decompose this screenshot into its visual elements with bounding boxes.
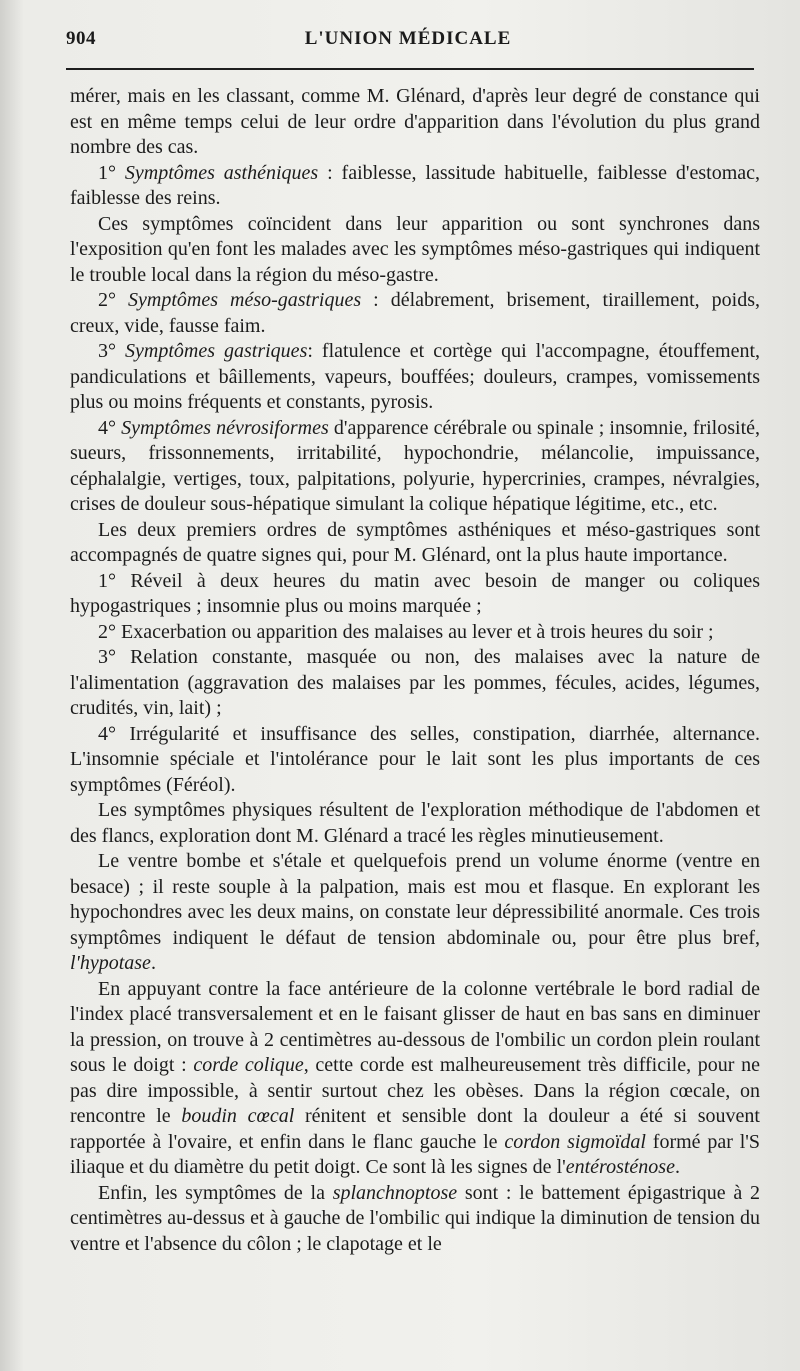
text-run: 2° [98,289,129,311]
article-body [70,84,760,1257]
italic-term: Symptômes méso-gastriques [128,289,362,311]
text-run: formé par l'S iliaque et du diamètre du petit doigt. Ce sont là les signes de l' [70,1130,761,1178]
text-run: 1° [98,161,125,184]
text-run: Le ventre bombe et s'étale et quelquefois prend un volume énorme (ventre en besace) ; il reste souple à la palpation, mais est mou et flasque. En explorant les hypochondres avec les deux mains, on constate leur dépressibilité anormale. Ces trois symptômes indiquent le défaut de tension abdominale ou, pour être plus bref, [70,850,760,949]
text-run: 3° Relation constante, masquée ou non, des malaises avec la nature de l'alimentation (aggravation des malaises par les pommes, fécules, acides, légumes, crudités, vin, lait) ; [70,646,760,719]
text-run: Enfin, les symptômes de la [98,1181,333,1204]
header-rule [66,68,754,70]
text-run: sont : le battement épigastrique à 2 centimètres au-dessus et à gauche de l'ombilic qui indique la diminution de tension du ventre et l'absence du côlon ; le clapotage et le [70,1181,760,1255]
paragraph [70,569,760,620]
text-run: 2° Exacerbation ou apparition des malaises au lever et à trois heures du soir ; [98,620,714,643]
text-run: : flatulence et cortège qui l'accompagne, étouffement, pandiculations et bâillements, vapeurs, bouffées; douleurs, crampes, vomissements plus ou moins fréquents et constants, pyrosis. [70,340,761,413]
paragraph [70,518,760,569]
text-run: Les deux premiers ordres de symptômes asthéniques et méso-gastriques sont accompagnés de quatre signes qui, pour M. Glénard, ont la plus haute importance. [70,518,760,566]
text-run: 4° Irrégularité et insuffisance des selles, constipation, diarrhée, alternance. L'insomnie spéciale et l'intolérance pour le lait sont les plus importants de ces symptômes (Féréol). [70,722,760,796]
page-number: 904 [66,28,96,49]
paragraph [70,722,760,799]
paragraph [70,849,760,977]
italic-term: Symptômes asthéniques [124,161,319,184]
italic-term: boudin cœcal [181,1105,295,1127]
paragraph [70,84,760,161]
running-title: L'UNION MÉDICALE [304,28,512,49]
italic-term: splanchnoptose [332,1181,458,1204]
text-run: rénitent et sensible dont la douleur a été si souvent rapportée à l'ovaire, et enfin dans le flanc gauche le [70,1105,760,1153]
text-run: . [150,952,156,974]
text-run: 4° [98,416,122,439]
italic-term: cordon sigmoïdal [504,1130,646,1153]
text-run: , cette corde est malheureusement très difficile, pour ne pas dire impossible, à sentir surtout chez les obèses. Dans la région cœcale, on rencontre le [70,1054,760,1127]
text-run: En appuyant contre la face antérieure de la colonne vertébrale le bord radial de l'index placé transversalement et en le faisant glisser de haut en bas sans en diminuer la pression, on trouve à 2 centimètres au-dessous de l'ombilic un cordon plein roulant sous le doigt : [70,977,760,1076]
paragraph [70,288,760,339]
paragraph [70,645,760,722]
page-header [66,28,750,58]
paragraph [70,798,760,849]
italic-term: Symptômes névrosiformes [121,416,329,439]
paragraph [70,161,760,212]
paragraph [70,212,760,289]
text-run: d'apparence cérébrale ou spinale ; insomnie, frilosité, sueurs, frissonnements, irritabilité, hypochondrie, mélancolie, impuissance, céphalalgie, vertiges, toux, palpitations, polyurie, hypercrinies, crampes, névralgies, crises de douleur sous-hépatique simulant la colique hépatique légitime, etc., etc. [70,416,761,515]
text-run: 1° Réveil à deux heures du matin avec besoin de manger ou coliques hypogastriques ; insomnie plus ou moins marquée ; [70,569,760,617]
text-run: Ces symptômes coïncident dans leur apparition ou sont synchrones dans l'exposition qu'en font les malades avec les symptômes méso-gastriques qui indiquent le trouble local dans la région du méso-gastre. [70,212,760,286]
text-run: Les symptômes physiques résultent de l'exploration méthodique de l'abdomen et des flancs, exploration dont M. Glénard a tracé les règles minutieusement. [70,799,760,847]
text-run: mérer, mais en les classant, comme M. Glénard, d'après leur degré de constance qui est en même temps celui de leur ordre d'apparition dans l'évolution du plus grand nombre des cas. [70,85,760,158]
paragraph [70,977,760,1181]
paragraph [70,620,760,646]
italic-term: corde colique [193,1054,304,1076]
text-run: . [674,1156,680,1178]
paragraph [70,339,760,416]
italic-term: Symptômes gastriques [125,340,308,362]
text-run: : délabrement, brisement, tiraillement, poids, creux, vide, fausse faim. [70,289,760,337]
italic-term: entérosténose [565,1156,675,1178]
text-run: : faiblesse, lassitude habituelle, faiblesse d'estomac, faiblesse des reins. [70,161,760,209]
paragraph [70,416,760,518]
paragraph [70,1181,760,1258]
text-run: 3° [98,340,126,362]
italic-term: l'hypotase [70,952,151,974]
